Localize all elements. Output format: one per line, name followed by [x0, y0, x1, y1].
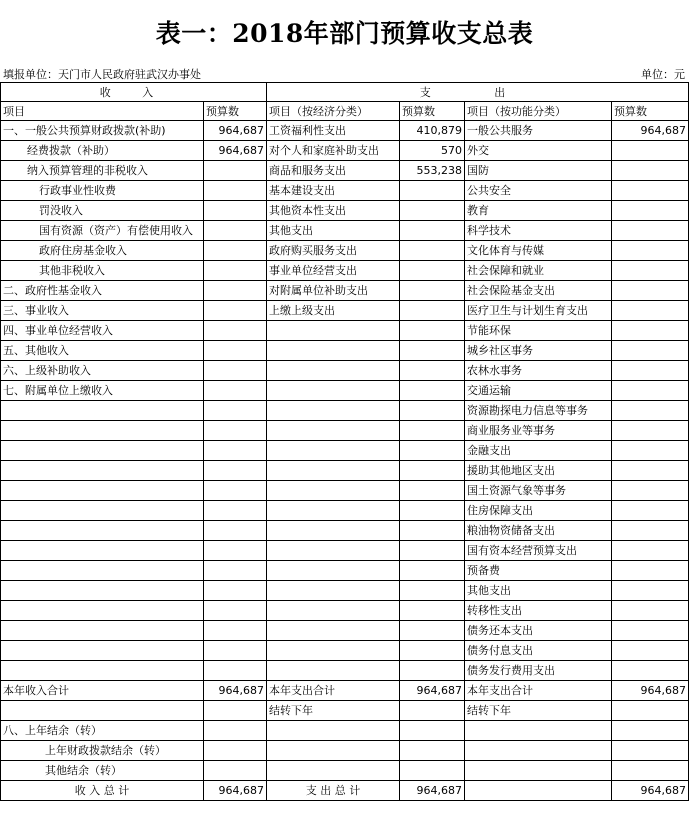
cell-econ-item [267, 441, 400, 461]
cell-income-budget [204, 161, 267, 181]
cell-income-item [1, 661, 204, 681]
cell-income-item: 二、政府性基金收入 [1, 281, 204, 301]
cell-income-budget [204, 181, 267, 201]
cell-func-budget [612, 641, 689, 661]
cell-income-item [1, 441, 204, 461]
cell-func-item: 国土资源气象等事务 [465, 481, 612, 501]
cell-econ-budget: 570 [400, 141, 465, 161]
cell-income-budget [204, 541, 267, 561]
cell-income-budget [204, 461, 267, 481]
cell-func-budget [612, 241, 689, 261]
cell-econ-item [267, 321, 400, 341]
cell-econ-budget [400, 721, 465, 741]
cell-econ-budget [400, 221, 465, 241]
cell-func-item: 城乡社区事务 [465, 341, 612, 361]
table-row [1, 341, 689, 361]
cell-income-item: 政府住房基金收入 [1, 241, 204, 261]
cell-income-budget [204, 641, 267, 661]
cell-func-budget [612, 261, 689, 281]
cell-func-item: 援助其他地区支出 [465, 461, 612, 481]
cell-income-budget [204, 581, 267, 601]
cell-econ-item: 商品和服务支出 [267, 161, 400, 181]
cell-func-item: 预备费 [465, 561, 612, 581]
column-header-row [1, 102, 689, 121]
cell-econ-budget [400, 241, 465, 261]
page-title: 表一：2018年部门预算收支总表 [155, 19, 534, 48]
cell-func-item: 国有资本经营预算支出 [465, 541, 612, 561]
cell-econ-item [267, 721, 400, 741]
cell-econ-budget: 964,687 [400, 781, 465, 801]
budget-table [0, 82, 689, 801]
cell-income-budget [204, 401, 267, 421]
cell-func-budget [612, 461, 689, 481]
cell-func-item: 节能环保 [465, 321, 612, 341]
cell-func-budget [612, 321, 689, 341]
cell-econ-item: 其他支出 [267, 221, 400, 241]
cell-income-budget [204, 361, 267, 381]
cell-econ-budget [400, 661, 465, 681]
cell-func-item: 社会保险基金支出 [465, 281, 612, 301]
cell-func-budget [612, 301, 689, 321]
cell-func-budget [612, 521, 689, 541]
cell-income-item: 经费拨款（补助） [1, 141, 204, 161]
table-row [1, 421, 689, 441]
table-row [1, 501, 689, 521]
cell-econ-item [267, 661, 400, 681]
table-row [1, 141, 689, 161]
cell-func-item: 粮油物资储备支出 [465, 521, 612, 541]
cell-income-item [1, 641, 204, 661]
cell-func-budget [612, 741, 689, 761]
cell-func-item: 教育 [465, 201, 612, 221]
table-row [1, 221, 689, 241]
cell-income-budget [204, 221, 267, 241]
cell-func-item: 债务发行费用支出 [465, 661, 612, 681]
cell-func-budget [612, 181, 689, 201]
cell-econ-item: 本年支出合计 [267, 681, 400, 701]
cell-income-item: 收 入 总 计 [1, 781, 204, 801]
table-row [1, 161, 689, 181]
cell-income-item [1, 561, 204, 581]
cell-econ-item [267, 341, 400, 361]
col-header-econ-budget: 预算数 [400, 102, 465, 121]
cell-income-item: 六、上级补助收入 [1, 361, 204, 381]
cell-econ-item [267, 521, 400, 541]
cell-func-budget [612, 401, 689, 421]
cell-econ-budget [400, 301, 465, 321]
cell-func-item: 商业服务业等事务 [465, 421, 612, 441]
table-row [1, 781, 689, 801]
table-row [1, 761, 689, 781]
cell-income-item: 其他非税收入 [1, 261, 204, 281]
cell-func-item [465, 721, 612, 741]
cell-econ-item [267, 501, 400, 521]
cell-econ-budget [400, 341, 465, 361]
cell-econ-budget [400, 541, 465, 561]
cell-econ-budget [400, 641, 465, 661]
cell-func-budget [612, 661, 689, 681]
cell-econ-item: 政府购买服务支出 [267, 241, 400, 261]
col-header-econ-item: 项目（按经济分类） [267, 102, 400, 121]
cell-income-budget [204, 721, 267, 741]
cell-income-budget: 964,687 [204, 141, 267, 161]
table-row [1, 661, 689, 681]
cell-func-budget [612, 721, 689, 741]
table-row [1, 701, 689, 721]
cell-income-budget: 964,687 [204, 781, 267, 801]
cell-func-budget [612, 481, 689, 501]
cell-income-budget [204, 741, 267, 761]
cell-func-item: 国防 [465, 161, 612, 181]
currency-unit: 单位：元 [641, 68, 685, 81]
cell-econ-item [267, 381, 400, 401]
cell-income-item: 其他结余（转） [1, 761, 204, 781]
cell-income-item: 国有资源（资产）有偿使用收入 [1, 221, 204, 241]
cell-income-item [1, 481, 204, 501]
cell-func-item: 金融支出 [465, 441, 612, 461]
cell-econ-item [267, 581, 400, 601]
cell-econ-item: 其他资本性支出 [267, 201, 400, 221]
cell-econ-item [267, 601, 400, 621]
cell-econ-item [267, 761, 400, 781]
cell-income-item: 八、上年结余（转） [1, 721, 204, 741]
cell-func-item: 资源勘探电力信息等事务 [465, 401, 612, 421]
cell-econ-budget [400, 361, 465, 381]
cell-income-item [1, 581, 204, 601]
cell-econ-item: 基本建设支出 [267, 181, 400, 201]
cell-func-budget [612, 561, 689, 581]
cell-income-item: 三、事业收入 [1, 301, 204, 321]
cell-func-budget [612, 701, 689, 721]
cell-income-item: 纳入预算管理的非税收入 [1, 161, 204, 181]
cell-func-item: 结转下年 [465, 701, 612, 721]
table-row [1, 121, 689, 141]
cell-income-item [1, 461, 204, 481]
cell-income-budget [204, 501, 267, 521]
cell-econ-budget [400, 401, 465, 421]
cell-income-budget [204, 321, 267, 341]
cell-income-budget [204, 341, 267, 361]
cell-econ-item [267, 481, 400, 501]
cell-income-budget [204, 441, 267, 461]
cell-func-item: 农林水事务 [465, 361, 612, 381]
table-row [1, 281, 689, 301]
cell-func-budget [612, 161, 689, 181]
cell-func-budget [612, 381, 689, 401]
cell-econ-budget [400, 441, 465, 461]
cell-func-budget: 964,687 [612, 781, 689, 801]
cell-econ-item: 支 出 总 计 [267, 781, 400, 801]
table-row [1, 361, 689, 381]
table-row [1, 241, 689, 261]
cell-func-budget [612, 501, 689, 521]
table-row [1, 541, 689, 561]
cell-econ-item [267, 641, 400, 661]
table-row [1, 681, 689, 701]
cell-income-item [1, 501, 204, 521]
table-row [1, 721, 689, 741]
cell-income-budget: 964,687 [204, 121, 267, 141]
cell-econ-budget [400, 501, 465, 521]
cell-econ-budget [400, 741, 465, 761]
cell-func-budget [612, 141, 689, 161]
table-row [1, 561, 689, 581]
cell-econ-item: 事业单位经营支出 [267, 261, 400, 281]
cell-econ-budget [400, 261, 465, 281]
section-header-row [1, 83, 689, 102]
cell-income-budget [204, 601, 267, 621]
cell-income-budget [204, 661, 267, 681]
table-row [1, 481, 689, 501]
cell-func-item [465, 781, 612, 801]
cell-func-item: 住房保障支出 [465, 501, 612, 521]
cell-econ-item: 工资福利性支出 [267, 121, 400, 141]
cell-func-budget [612, 201, 689, 221]
cell-func-item: 本年支出合计 [465, 681, 612, 701]
cell-income-item: 七、附属单位上缴收入 [1, 381, 204, 401]
cell-func-item: 文化体育与传媒 [465, 241, 612, 261]
cell-econ-budget [400, 561, 465, 581]
cell-func-budget [612, 341, 689, 361]
cell-econ-item: 上缴上级支出 [267, 301, 400, 321]
cell-income-budget [204, 301, 267, 321]
cell-econ-budget: 553,238 [400, 161, 465, 181]
cell-income-item [1, 421, 204, 441]
table-row [1, 181, 689, 201]
cell-econ-budget: 964,687 [400, 681, 465, 701]
cell-income-budget [204, 761, 267, 781]
cell-func-item: 科学技术 [465, 221, 612, 241]
cell-econ-budget [400, 601, 465, 621]
cell-func-budget [612, 441, 689, 461]
cell-econ-budget [400, 281, 465, 301]
table-row [1, 401, 689, 421]
cell-econ-budget [400, 461, 465, 481]
cell-func-item: 债务付息支出 [465, 641, 612, 661]
cell-income-budget [204, 621, 267, 641]
cell-income-item: 本年收入合计 [1, 681, 204, 701]
cell-func-item: 外交 [465, 141, 612, 161]
cell-econ-budget [400, 621, 465, 641]
table-row [1, 261, 689, 281]
cell-econ-budget [400, 321, 465, 341]
cell-econ-item: 对附属单位补助支出 [267, 281, 400, 301]
cell-econ-budget: 410,879 [400, 121, 465, 141]
cell-income-budget [204, 241, 267, 261]
cell-econ-budget [400, 481, 465, 501]
cell-income-item [1, 541, 204, 561]
cell-income-item: 一、一般公共预算财政拨款(补助) [1, 121, 204, 141]
table-row [1, 201, 689, 221]
cell-func-item: 医疗卫生与计划生育支出 [465, 301, 612, 321]
table-row [1, 601, 689, 621]
cell-econ-budget [400, 381, 465, 401]
cell-func-budget [612, 621, 689, 641]
table-row [1, 621, 689, 641]
cell-income-item: 罚没收入 [1, 201, 204, 221]
cell-econ-item [267, 561, 400, 581]
cell-econ-budget [400, 761, 465, 781]
cell-func-item: 交通运输 [465, 381, 612, 401]
col-header-func-item: 项目（按功能分类） [465, 102, 612, 121]
cell-econ-item: 结转下年 [267, 701, 400, 721]
cell-income-budget [204, 561, 267, 581]
table-row [1, 641, 689, 661]
cell-income-budget [204, 521, 267, 541]
cell-func-item: 债务还本支出 [465, 621, 612, 641]
cell-income-item: 行政事业性收费 [1, 181, 204, 201]
cell-func-budget [612, 541, 689, 561]
cell-income-budget: 964,687 [204, 681, 267, 701]
cell-econ-budget [400, 201, 465, 221]
cell-func-budget [612, 581, 689, 601]
table-row [1, 441, 689, 461]
cell-func-budget: 964,687 [612, 121, 689, 141]
cell-econ-budget [400, 421, 465, 441]
cell-func-budget [612, 221, 689, 241]
cell-func-budget [612, 421, 689, 441]
section-expense-header: 支 出 [267, 83, 689, 102]
section-income-header: 收 入 [1, 83, 267, 102]
cell-income-item: 五、其他收入 [1, 341, 204, 361]
table-row [1, 381, 689, 401]
cell-income-budget [204, 701, 267, 721]
cell-func-budget [612, 361, 689, 381]
cell-func-item: 公共安全 [465, 181, 612, 201]
col-header-func-budget: 预算数 [612, 102, 689, 121]
cell-income-item: 四、事业单位经营收入 [1, 321, 204, 341]
cell-income-item: 上年财政拨款结余（转） [1, 741, 204, 761]
cell-econ-item: 对个人和家庭补助支出 [267, 141, 400, 161]
cell-func-item: 一般公共服务 [465, 121, 612, 141]
cell-econ-budget [400, 701, 465, 721]
cell-econ-item [267, 741, 400, 761]
cell-income-item [1, 701, 204, 721]
col-header-income-budget: 预算数 [204, 102, 267, 121]
cell-func-budget: 964,687 [612, 681, 689, 701]
cell-income-budget [204, 281, 267, 301]
table-row [1, 521, 689, 541]
cell-income-budget [204, 421, 267, 441]
cell-econ-item [267, 401, 400, 421]
cell-income-budget [204, 201, 267, 221]
cell-income-budget [204, 381, 267, 401]
cell-econ-budget [400, 181, 465, 201]
cell-income-item [1, 401, 204, 421]
cell-econ-budget [400, 521, 465, 541]
cell-econ-item [267, 541, 400, 561]
cell-income-item [1, 521, 204, 541]
cell-econ-item [267, 361, 400, 381]
cell-econ-item [267, 421, 400, 441]
cell-econ-budget [400, 581, 465, 601]
cell-func-item: 转移性支出 [465, 601, 612, 621]
cell-func-budget [612, 761, 689, 781]
cell-econ-item [267, 621, 400, 641]
table-row [1, 581, 689, 601]
reporting-unit: 填报单位：天门市人民政府驻武汉办事处 [3, 68, 201, 81]
cell-income-item [1, 621, 204, 641]
cell-income-budget [204, 481, 267, 501]
table-row [1, 321, 689, 341]
cell-func-item [465, 741, 612, 761]
table-row [1, 301, 689, 321]
table-row [1, 461, 689, 481]
cell-income-item [1, 601, 204, 621]
table-row [1, 741, 689, 761]
cell-func-item [465, 761, 612, 781]
cell-func-item: 社会保障和就业 [465, 261, 612, 281]
cell-func-item: 其他支出 [465, 581, 612, 601]
cell-func-budget [612, 281, 689, 301]
cell-income-budget [204, 261, 267, 281]
col-header-income-item: 项目 [1, 102, 204, 121]
cell-econ-item [267, 461, 400, 481]
cell-func-budget [612, 601, 689, 621]
